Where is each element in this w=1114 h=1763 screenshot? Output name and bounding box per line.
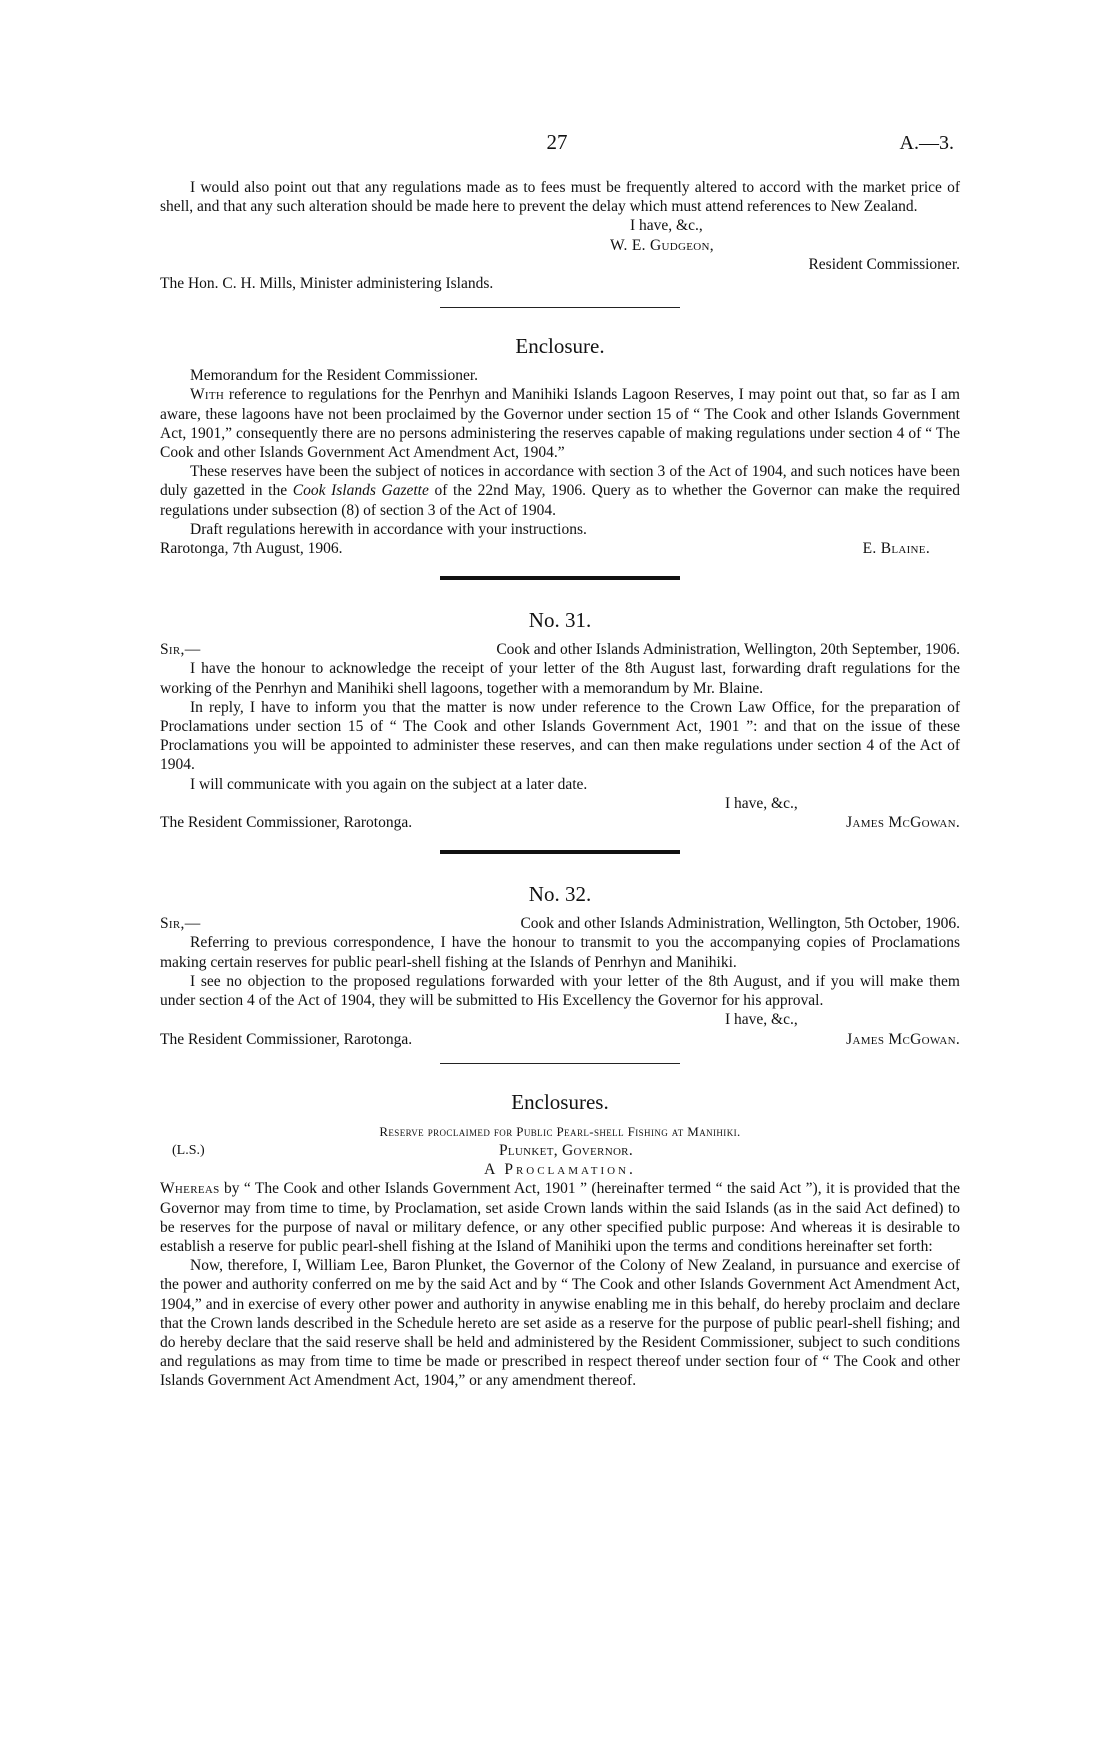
dateline: Cook and other Islands Administration, Wellington, 20th September, 1906. bbox=[496, 641, 960, 659]
signature-row bbox=[160, 539, 960, 558]
letter-number: No. 31. bbox=[528, 608, 592, 633]
section-divider bbox=[440, 850, 680, 854]
signatory-title: Resident Commissioner. bbox=[808, 255, 960, 273]
signatory: James McGowan. bbox=[846, 814, 960, 832]
letter-32 bbox=[160, 882, 960, 1048]
signature-row bbox=[160, 813, 960, 832]
dateline: Cook and other Islands Administration, Wellington, 5th October, 1906. bbox=[520, 915, 960, 933]
paragraph: Now, therefore, I, William Lee, Baron Plunket, the Governor of the Colony of New Zealand, in pursuance and exercise of the power and authority conferred on me by the said Act and by “ The Cook and other Islands Government Act Amendment Act, 1904,” and in exercise of every other power and authority in anywise enabling me in this behalf, do hereby proclaim and declare that the Crown lands described in the Schedule hereto are set aside as a reserve for the purpose of public pearl-shell fishing; and do hereby declare that the said reserve shall be held and administered by the Resident Commissioner, subject to such conditions and regulations as may from time to time be made or prescribed in respect thereof under section four of “ The Cook and other Islands Government Act Amendment Act, 1904,” or any amendment thereof. bbox=[160, 1257, 960, 1390]
proclamation-subheading: Reserve proclaimed for Public Pearl-shell Fishing at Manihiki. bbox=[379, 1123, 741, 1139]
seal-mark: (L.S.) bbox=[172, 1142, 205, 1158]
signatory: W. E. Gudgeon, bbox=[610, 236, 714, 254]
proclamation-title: A Proclamation. bbox=[484, 1161, 636, 1179]
paragraph-text: of the 22nd May, 1906. Query as to whether the Governor can make the required regulations under subsection (8) of section 3 of the Act of 1904. bbox=[160, 482, 961, 519]
document-body bbox=[160, 178, 960, 1391]
paragraph: I would also point out that any regulations made as to fees must be frequently altered to accord with the market price of shell, and that any such alteration should be made here to prevent the delay which must attend references to New Zealand. bbox=[160, 179, 960, 216]
paragraph: I will communicate with you again on the subject at a later date. bbox=[190, 775, 588, 793]
section-divider bbox=[440, 307, 680, 308]
governor-name: Plunket, Governor. bbox=[499, 1141, 633, 1159]
section-divider bbox=[440, 576, 680, 580]
signatory: E. Blaine. bbox=[862, 540, 930, 558]
salutation-line bbox=[160, 914, 960, 933]
salutation: Sir,— bbox=[160, 641, 201, 659]
section-heading: Enclosure. bbox=[515, 334, 605, 359]
closing: I have, &c., bbox=[630, 217, 703, 235]
enclosures-2 bbox=[160, 1090, 960, 1391]
addressee: The Resident Commissioner, Rarotonga. bbox=[160, 814, 413, 832]
paragraph bbox=[160, 1179, 960, 1256]
lead-word: With bbox=[190, 386, 225, 404]
closing: I have, &c., bbox=[725, 794, 798, 812]
paragraph: Referring to previous correspondence, I have the honour to transmit to you the accompanying copies of Proclamations making certain reserves for public pearl-shell fishing at the Islands of Penrhyn and Manihiki. bbox=[160, 934, 960, 971]
place-date: Rarotonga, 7th August, 1906. bbox=[160, 540, 343, 558]
paragraph: I see no objection to the proposed regulations forwarded with your letter of the 8th August, and if you will make them under section 4 of the Act of 1904, they will be submitted to His Excellency the Governor for his approval. bbox=[160, 972, 960, 1010]
salutation-line bbox=[160, 640, 960, 659]
gazette-title: Cook Islands Gazette bbox=[292, 482, 429, 500]
page-header bbox=[0, 130, 1114, 160]
paragraph bbox=[160, 462, 960, 520]
paragraph: Draft regulations herewith in accordance with your instructions. bbox=[190, 520, 587, 538]
paragraph-text: reference to regulations for the Penrhyn and Manihiki Islands Lagoon Reserves, I may point out that, so far as I am aware, these lagoons have not been proclaimed by the Governor under section 15 of “ The Cook and other Islands Government Act, 1901,” consequently there are no persons administering the reserves capable of making regulations under section 4 of “ The Cook and other Islands Government Act Amendment Act, 1904.” bbox=[160, 386, 960, 462]
signature-row bbox=[160, 1030, 960, 1049]
closing: I have, &c., bbox=[725, 1011, 798, 1029]
paragraph bbox=[160, 385, 960, 462]
letter-number: No. 32. bbox=[528, 882, 592, 907]
section-divider bbox=[440, 1063, 680, 1064]
page-number: 27 bbox=[546, 130, 568, 154]
paragraph: I have the honour to acknowledge the receipt of your letter of the 8th August last, forwarding draft regulations for the working of the Penrhyn and Manihiki shell lagoons, together with a memorandum by Mr. Blaine. bbox=[160, 660, 960, 697]
addressee: The Resident Commissioner, Rarotonga. bbox=[160, 1030, 413, 1048]
letter-31 bbox=[160, 608, 960, 832]
enclosure-1 bbox=[160, 334, 960, 558]
section-heading: Enclosures. bbox=[511, 1089, 609, 1114]
salutation: Sir,— bbox=[160, 915, 201, 933]
signatory: James McGowan. bbox=[846, 1030, 960, 1048]
seal-row bbox=[160, 1141, 960, 1160]
lead-word: Whereas bbox=[160, 1180, 220, 1198]
paragraph-text: These reserves have been the subject of notices in accordance with section 3 of the Act of 1904, and such notices have been duly gazetted in the bbox=[160, 463, 960, 500]
series-reference: A.—3. bbox=[899, 132, 954, 154]
paragraph: In reply, I have to inform you that the matter is now under reference to the Crown Law Office, for the preparation of Proclamations under section 15 of “ The Cook and other Islands Government Act, 1901 ”: and that on the issue of these Proclamations you will be appointed to administer these reserves, and can then make regulations under section 4 of the Act of 1904. bbox=[160, 698, 960, 774]
letter-30-end bbox=[160, 178, 960, 293]
memo-title: Memorandum for the Resident Commissioner. bbox=[190, 367, 479, 385]
addressee: The Hon. C. H. Mills, Minister administering Islands. bbox=[160, 275, 494, 293]
paragraph-text: by “ The Cook and other Islands Government Act, 1901 ” (hereinafter termed “ the said Act ”), it is provided that the Governor may from time to time, by Proclamation, set aside Crown lands within the said Islands (as in the said Act defined) to be reserves for the purpose of naval or military defence, or any other specified public purpose: And whereas it is desirable to establish a reserve for public pearl-shell fishing at the Island of Manihiki upon the terms and conditions hereinafter set forth: bbox=[160, 1180, 960, 1255]
